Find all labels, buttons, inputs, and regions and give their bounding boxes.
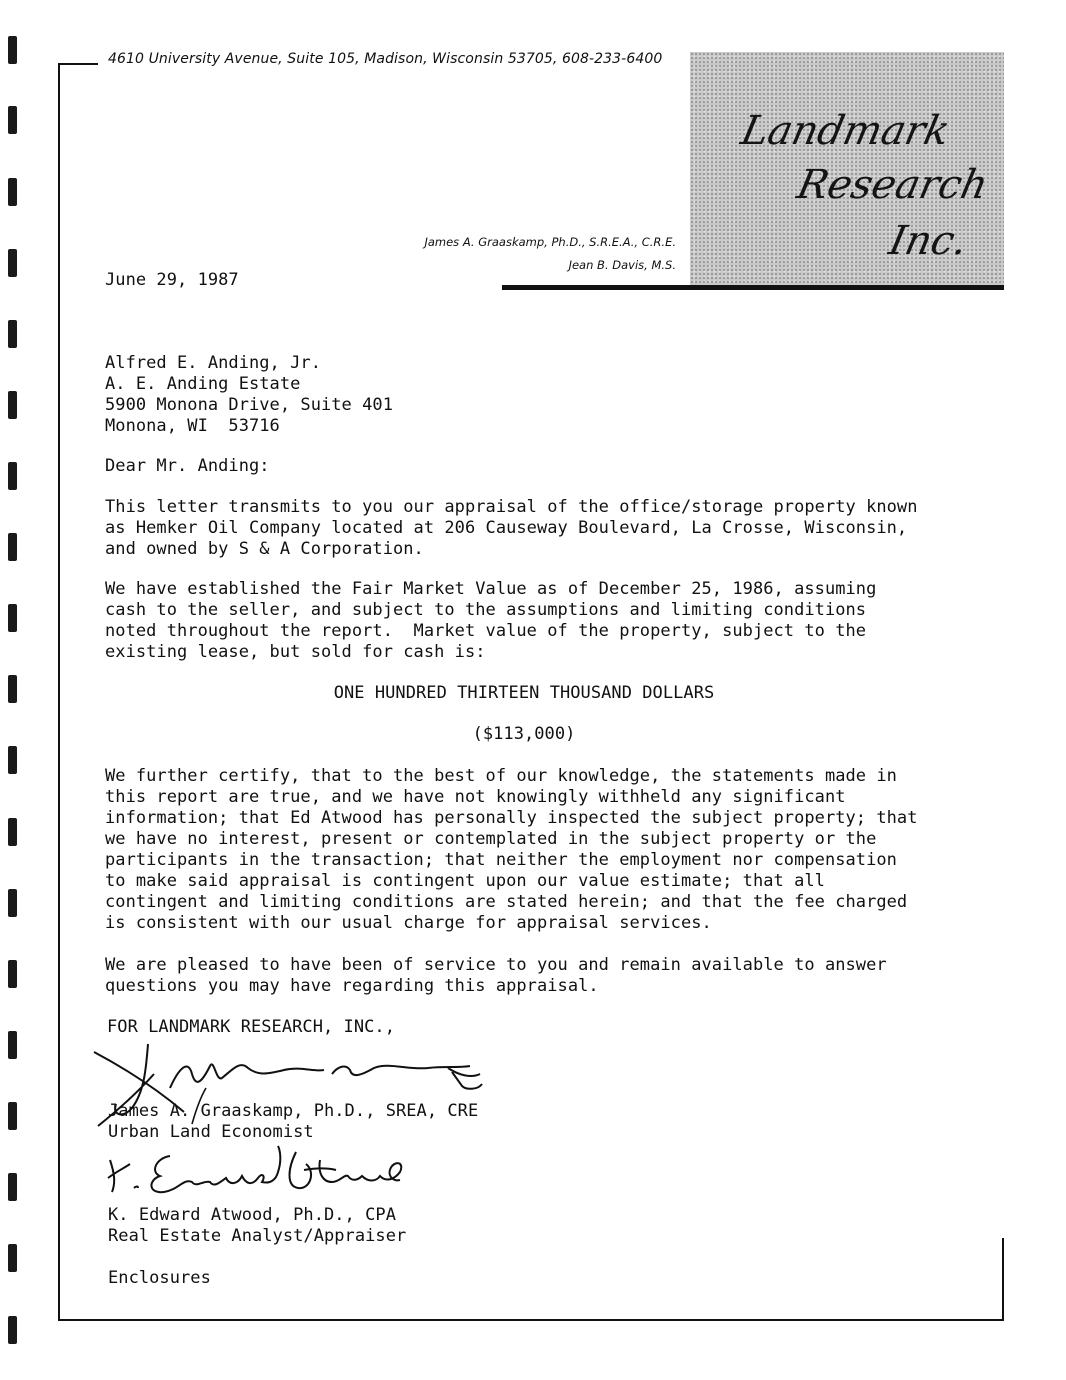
binder-hole — [8, 391, 17, 419]
text-line: We further certify, that to the best of our knowledge, the statements made in — [105, 766, 897, 786]
principal-name: Jean B. Davis, M.S. — [568, 258, 676, 272]
text-line: We have established the Fair Market Value as of December 25, 1986, assuming — [105, 579, 877, 599]
signer-name: K. Edward Atwood, Ph.D., CPA — [108, 1205, 396, 1225]
frame-bottom-line — [58, 1319, 1004, 1321]
text-line: as Hemker Oil Company located at 206 Causeway Boulevard, La Crosse, Wisconsin, — [105, 518, 908, 538]
binder-hole — [8, 1173, 17, 1201]
text-line: contingent and limiting conditions are stated herein; and that the fee charged — [105, 892, 908, 912]
text-line: and owned by S & A Corporation. — [105, 539, 424, 559]
paragraph-value-basis — [105, 579, 876, 663]
closing-line: FOR LANDMARK RESEARCH, INC., — [107, 1017, 395, 1037]
address-line: 5900 Monona Drive, Suite 401 — [105, 395, 393, 415]
address-line: Alfred E. Anding, Jr. — [105, 353, 321, 373]
value-in-words: ONE HUNDRED THIRTEEN THOUSAND DOLLARS — [333, 683, 715, 703]
binder-hole — [8, 533, 17, 561]
paragraph-closing — [105, 955, 887, 997]
text-line: existing lease, but sold for cash is: — [105, 642, 486, 662]
letter-date: June 29, 1987 — [105, 270, 239, 290]
frame-left-line — [58, 63, 60, 1321]
binder-hole — [8, 462, 17, 490]
binder-hole — [8, 604, 17, 632]
binder-hole — [8, 178, 17, 206]
logo-line: Landmark — [737, 108, 954, 154]
binder-hole — [8, 106, 17, 134]
binder-hole — [8, 320, 17, 348]
binder-hole — [8, 1031, 17, 1059]
text-line: cash to the seller, and subject to the assumptions and limiting conditions — [105, 600, 867, 620]
text-line: questions you may have regarding this appraisal. — [105, 976, 599, 996]
binder-hole — [8, 746, 17, 774]
logo-line: Inc. — [885, 218, 972, 264]
signer-title: Real Estate Analyst/Appraiser — [108, 1226, 407, 1246]
signer-title: Urban Land Economist — [108, 1122, 314, 1142]
binder-hole — [8, 249, 17, 277]
letterhead-rule — [502, 285, 1004, 290]
letterhead-address: 4610 University Avenue, Suite 105, Madison, Wisconsin 53705, 608-233-6400 — [108, 51, 663, 67]
binder-hole — [8, 1244, 17, 1272]
salutation: Dear Mr. Anding: — [105, 456, 270, 476]
address-line: A. E. Anding Estate — [105, 374, 301, 394]
paragraph-transmittal — [105, 497, 918, 560]
text-line: This letter transmits to you our appraisal of the office/storage property known — [105, 497, 918, 517]
binder-hole — [8, 818, 17, 846]
binder-hole — [8, 675, 17, 703]
paragraph-certification — [105, 766, 918, 934]
text-line: is consistent with our usual charge for appraisal services. — [105, 913, 712, 933]
binder-hole — [8, 1316, 17, 1344]
principal-name: James A. Graaskamp, Ph.D., S.R.E.A., C.R.E. — [424, 235, 676, 249]
logo-line: Research — [793, 162, 993, 208]
binder-hole — [8, 36, 17, 64]
text-line: noted throughout the report. Market value of the property, subject to the — [105, 621, 867, 641]
text-line: information; that Ed Atwood has personally inspected the subject property; that — [105, 808, 918, 828]
binder-hole — [8, 960, 17, 988]
binder-hole — [8, 1102, 17, 1130]
text-line: participants in the transaction; that neither the employment nor compensation — [105, 850, 897, 870]
enclosures-note: Enclosures — [108, 1268, 211, 1288]
text-line: we have no interest, present or contemplated in the subject property or the — [105, 829, 877, 849]
company-logo — [690, 52, 1004, 285]
text-line: this report are true, and we have not knowingly withheld any significant — [105, 787, 846, 807]
signer-name: James A. Graaskamp, Ph.D., SREA, CRE — [108, 1101, 479, 1121]
signature-atwood — [100, 1142, 410, 1204]
value-figure: ($113,000) — [472, 724, 576, 744]
recipient-address — [105, 353, 393, 437]
address-line: Monona, WI 53716 — [105, 416, 280, 436]
text-line: We are pleased to have been of service to you and remain available to answer — [105, 955, 887, 975]
binder-hole — [8, 889, 17, 917]
frame-top-line — [58, 63, 98, 65]
text-line: to make said appraisal is contingent upon our value estimate; that all — [105, 871, 825, 891]
frame-right-line — [1002, 1238, 1004, 1321]
